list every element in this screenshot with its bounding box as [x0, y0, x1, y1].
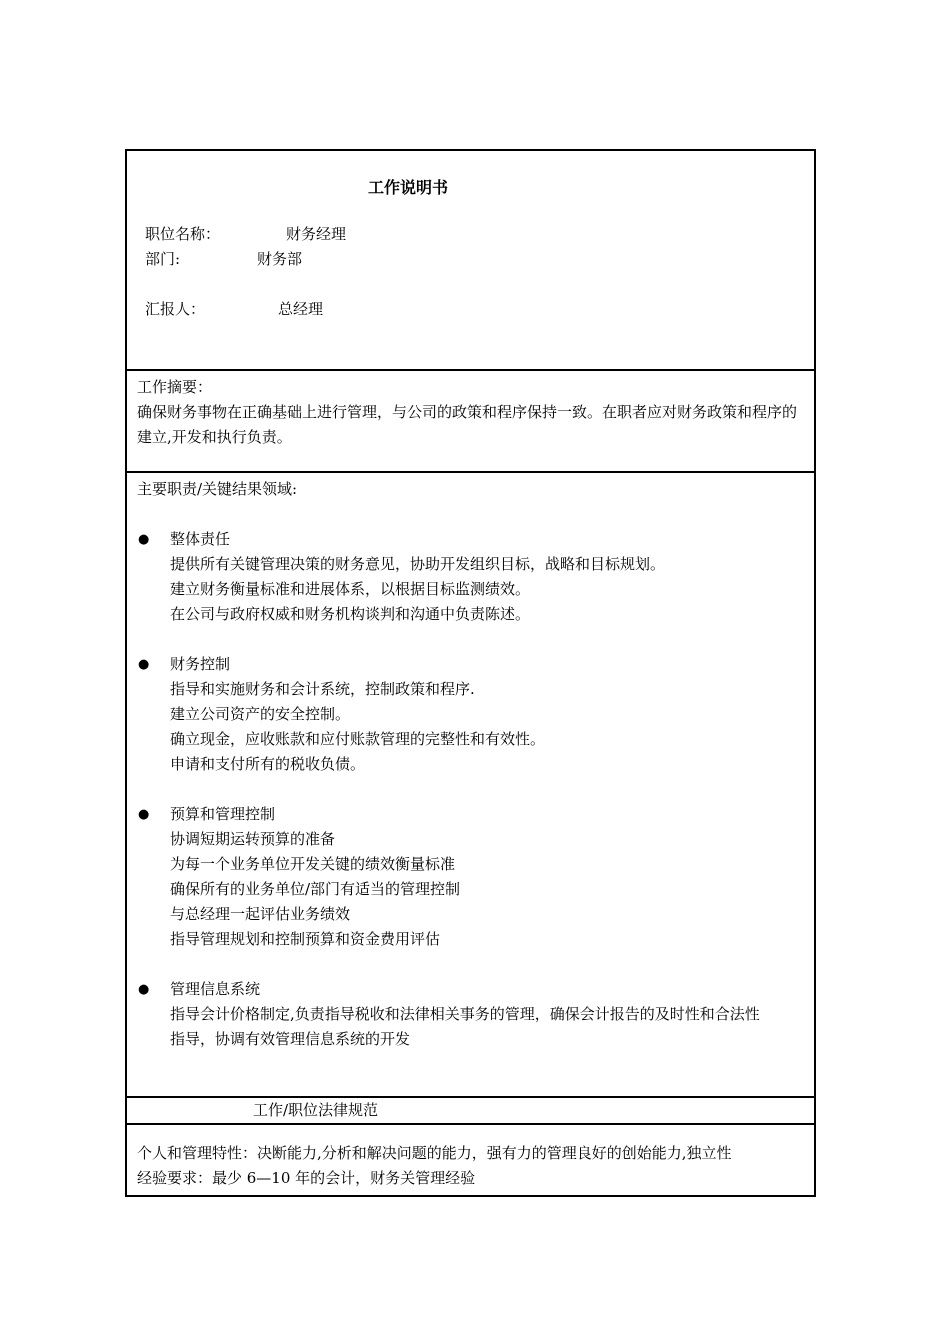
duties-section [125, 473, 816, 1098]
position-field [145, 223, 347, 244]
duty-item: 申请和支付所有的税收负债。 [170, 755, 366, 773]
duty-item: 与总经理一起评估业务绩效 [170, 905, 351, 923]
bullet-icon: ● [138, 807, 150, 822]
legal-section [125, 1098, 816, 1125]
duty-item: 建立财务衡量标准和进展体系，以根据目标监测绩效。 [170, 580, 531, 598]
duty-item: 指导会计价格制定,负责指导税收和法律相关事务的管理，确保会计报告的及时性和合法性 [170, 1005, 760, 1023]
duty-item: 协调短期运转预算的准备 [170, 830, 336, 848]
bullet-icon: ● [138, 982, 150, 997]
duty-item: 指导，协调有效管理信息系统的开发 [170, 1030, 411, 1048]
duty-item: 建立公司资产的安全控制。 [170, 705, 351, 723]
duty-item: 提供所有关键管理决策的财务意见，协助开发组织目标，战略和目标规划。 [170, 555, 666, 573]
duty-group-title: 管理信息系统 [170, 980, 261, 998]
duty-item: 为每一个业务单位开发关键的绩效衡量标准 [170, 855, 456, 873]
reports-to-label: 汇报人： [145, 300, 206, 318]
duty-group [137, 652, 804, 777]
reports-to-field [145, 298, 324, 319]
summary-text: 确保财务事物在正确基础上进行管理，与公司的政策和程序保持一致。在职者应对财务政策和程序的建立,开发和执行负责。 [137, 403, 798, 446]
duty-group [137, 802, 804, 952]
department-value: 财务部 [257, 250, 303, 268]
duty-item: 指导管理规划和控制预算和资金费用评估 [170, 930, 441, 948]
duty-item: 确立现金，应收账款和应付账款管理的完整性和有效性。 [170, 730, 546, 748]
summary-section [125, 371, 816, 473]
personal-traits: 个人和管理特性：决断能力,分析和解决问题的能力，强有力的管理良好的创始能力,独立性 [137, 1144, 732, 1162]
duty-group-title: 预算和管理控制 [170, 805, 276, 823]
department-field [145, 248, 303, 269]
duty-item: 在公司与政府权威和财务机构谈判和沟通中负责陈述。 [170, 605, 531, 623]
duties-heading: 主要职责/关键结果领域: [137, 480, 298, 498]
duty-item: 指导和实施财务和会计系统，控制政策和程序. [170, 680, 475, 698]
requirements-section [125, 1125, 816, 1197]
duty-group-title: 整体责任 [170, 530, 231, 548]
duty-group [137, 527, 804, 627]
reports-to-value: 总经理 [278, 300, 324, 318]
position-value: 财务经理 [286, 225, 347, 243]
header-section [125, 149, 816, 371]
duty-group-title: 财务控制 [170, 655, 231, 673]
bullet-icon: ● [138, 657, 150, 672]
position-label: 职位名称： [145, 225, 221, 243]
summary-heading: 工作摘要： [137, 378, 213, 396]
legal-heading: 工作/职位法律规范 [253, 1101, 379, 1119]
department-label: 部门: [145, 250, 181, 268]
document-title: 工作说明书 [368, 178, 449, 197]
duty-item: 确保所有的业务单位/部门有适当的管理控制 [170, 880, 461, 898]
bullet-icon: ● [138, 532, 150, 547]
experience-requirement: 经验要求：最少 6—10 年的会计，财务关管理经验 [137, 1169, 476, 1187]
job-description-form [125, 149, 816, 1197]
duty-group [137, 977, 804, 1052]
